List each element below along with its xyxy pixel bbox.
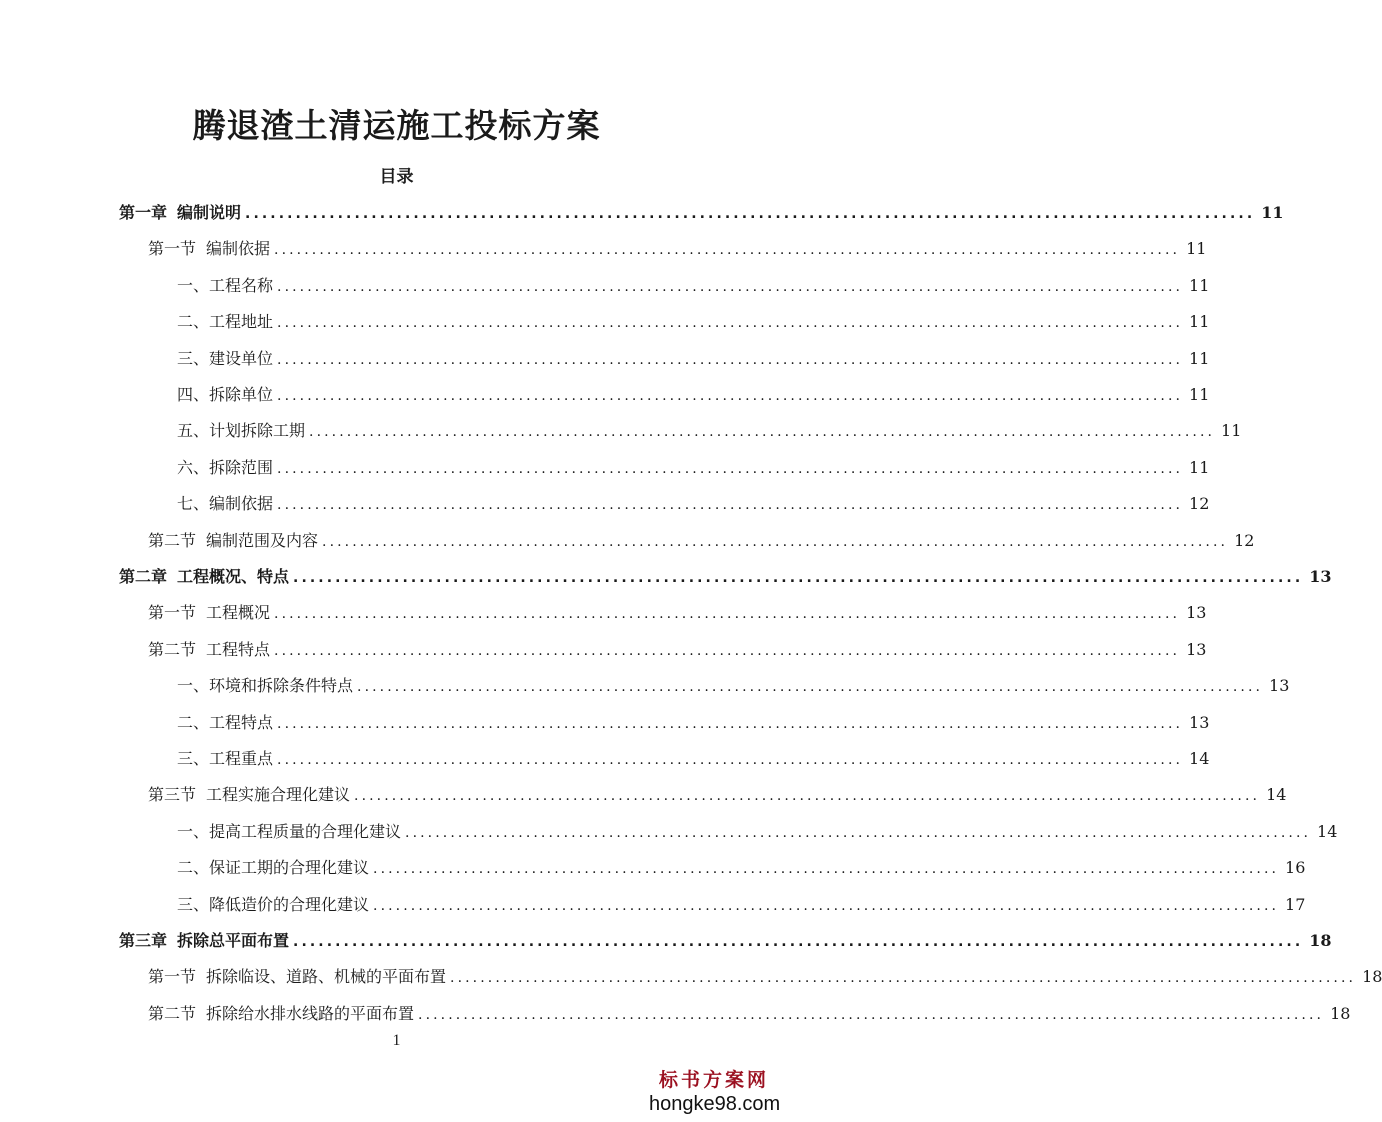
toc-heading: 目录 <box>379 167 414 187</box>
toc-entry-text: 六、拆除范围 <box>177 458 274 477</box>
toc-entry-page: 13 <box>1186 640 1207 659</box>
toc-entry-page: 11 <box>1221 421 1242 440</box>
toc-entry-page: 11 <box>1189 349 1210 368</box>
toc-entry-text: 编制依据 <box>206 239 271 258</box>
toc-entry-text: 工程特点 <box>206 640 271 659</box>
toc-dot-leader: ........................................................................................................................ <box>450 970 1357 986</box>
toc-entry-label <box>177 893 369 917</box>
toc-entry[interactable] <box>177 820 1338 844</box>
toc-entry[interactable] <box>119 565 1332 589</box>
toc-entry-text: 工程实施合理化建议 <box>206 785 351 804</box>
toc-dot-leader: ........................................................................................................................ <box>357 679 1264 695</box>
toc-entry-page: 11 <box>1189 385 1210 404</box>
toc-entry-label <box>177 347 273 371</box>
toc-entry-text: 拆除临设、道路、机械的平面布置 <box>206 967 447 986</box>
watermark <box>649 1068 779 1116</box>
toc-entry-label <box>119 201 241 225</box>
toc-entry-label <box>177 274 273 298</box>
toc-dot-leader: ........................................................................................................................ <box>293 570 1304 586</box>
toc-entry[interactable] <box>177 383 1210 407</box>
toc-entry-page: 11 <box>1186 239 1207 258</box>
toc-entry-label <box>148 783 350 807</box>
toc-dot-leader: ........................................................................................................................ <box>293 934 1304 950</box>
toc-entry-label <box>148 237 270 261</box>
toc-entry-text: 一、环境和拆除条件特点 <box>177 676 354 695</box>
toc-entry-text: 工程概况、特点 <box>177 567 290 586</box>
toc-entry[interactable] <box>177 711 1210 735</box>
toc-entry-page: 13 <box>1309 567 1332 586</box>
toc-entry-number: 第一节 <box>148 239 197 258</box>
toc-entry-label <box>148 1002 414 1026</box>
toc-entry-text: 五、计划拆除工期 <box>177 421 306 440</box>
toc-entry-label <box>177 310 273 334</box>
toc-entry-label <box>177 674 353 698</box>
toc-entry-page: 16 <box>1285 858 1306 877</box>
toc-entry-text: 三、工程重点 <box>177 749 274 768</box>
toc-dot-leader: ........................................................................................................................ <box>405 825 1312 841</box>
toc-entry-label <box>177 383 273 407</box>
toc-entry-page: 14 <box>1189 749 1210 768</box>
toc-entry-label <box>177 419 305 443</box>
watermark-brand-cn: 标书方案网 <box>658 1069 769 1091</box>
toc-entry-text: 拆除总平面布置 <box>177 931 290 950</box>
toc-entry[interactable] <box>148 783 1287 807</box>
toc-dot-leader: ........................................................................................................................ <box>274 606 1181 622</box>
toc-entry-label <box>119 929 289 953</box>
toc-entry-number: 第二节 <box>148 1004 197 1023</box>
watermark-domain: hongke98.com <box>649 1093 781 1115</box>
toc-entry-label <box>177 856 369 880</box>
toc-dot-leader: ........................................................................................................................ <box>245 206 1256 222</box>
toc-entry-number: 第二节 <box>148 531 197 550</box>
toc-entry-label <box>148 965 446 989</box>
toc-entry-label <box>177 747 273 771</box>
toc-entry-label <box>177 456 273 480</box>
toc-entry[interactable] <box>177 674 1290 698</box>
toc-entry-text: 二、工程地址 <box>177 312 274 331</box>
toc-entry[interactable] <box>177 274 1210 298</box>
toc-dot-leader: ........................................................................................................................ <box>277 352 1184 368</box>
toc-dot-leader: ........................................................................................................................ <box>277 315 1184 331</box>
toc-entry[interactable] <box>177 456 1210 480</box>
toc-dot-leader: ........................................................................................................................ <box>418 1007 1325 1023</box>
toc-entry-page: 13 <box>1186 603 1207 622</box>
toc-dot-leader: ........................................................................................................................ <box>277 752 1184 768</box>
toc-entry-label <box>148 601 270 625</box>
toc-entry[interactable] <box>148 638 1207 662</box>
toc-entry-page: 17 <box>1285 895 1306 914</box>
toc-dot-leader: ........................................................................................................................ <box>277 279 1184 295</box>
toc-entry[interactable] <box>148 237 1207 261</box>
toc-entry-page: 13 <box>1269 676 1290 695</box>
toc-entry[interactable] <box>148 529 1255 553</box>
toc-entry-page: 11 <box>1261 203 1284 222</box>
toc-entry[interactable] <box>119 201 1284 225</box>
toc-entry-number: 第一节 <box>148 603 197 622</box>
toc-dot-leader: ........................................................................................................................ <box>322 534 1229 550</box>
toc-dot-leader: ........................................................................................................................ <box>373 861 1280 877</box>
toc-entry-page: 12 <box>1234 531 1255 550</box>
toc-entry-text: 一、工程名称 <box>177 276 274 295</box>
toc-entry[interactable] <box>177 856 1306 880</box>
toc-entry-label <box>177 492 273 516</box>
toc-entry-text: 编制说明 <box>177 203 242 222</box>
toc-entry-text: 三、降低造价的合理化建议 <box>177 895 370 914</box>
toc-entry-label <box>148 529 318 553</box>
toc-entry[interactable] <box>177 419 1242 443</box>
toc-entry[interactable] <box>148 601 1207 625</box>
toc-entry-page: 11 <box>1189 312 1210 331</box>
toc-entry-page: 18 <box>1362 967 1382 986</box>
page-number: 1 <box>392 1032 401 1049</box>
toc-entry-page: 13 <box>1189 713 1210 732</box>
toc-entry[interactable] <box>177 310 1210 334</box>
toc-dot-leader: ........................................................................................................................ <box>277 716 1184 732</box>
toc-entry-page: 11 <box>1189 458 1210 477</box>
toc-entry-label <box>177 711 273 735</box>
toc-entry-number: 第二章 <box>119 567 168 586</box>
toc-entry-label <box>177 820 401 844</box>
toc-entry[interactable] <box>177 347 1210 371</box>
toc-dot-leader: ........................................................................................................................ <box>277 388 1184 404</box>
toc-entry-text: 二、保证工期的合理化建议 <box>177 858 370 877</box>
document-title: 腾退渣土清运施工投标方案 <box>192 106 601 145</box>
toc-entry[interactable] <box>148 1002 1351 1026</box>
toc-dot-leader: ........................................................................................................................ <box>274 643 1181 659</box>
toc-entry-number: 第三章 <box>119 931 168 950</box>
toc-entry-page: 14 <box>1317 822 1338 841</box>
toc-entry-label <box>119 565 289 589</box>
toc-entry-text: 三、建设单位 <box>177 349 274 368</box>
toc-dot-leader: ........................................................................................................................ <box>277 497 1184 513</box>
toc-entry-number: 第一章 <box>119 203 168 222</box>
toc-entry-label <box>148 638 270 662</box>
toc-entry[interactable] <box>177 893 1306 917</box>
toc-entry-text: 工程概况 <box>206 603 271 622</box>
toc-entry-text: 二、工程特点 <box>177 713 274 732</box>
toc-entry-text: 四、拆除单位 <box>177 385 274 404</box>
toc-entry[interactable] <box>148 965 1382 989</box>
toc-entry-number: 第三节 <box>148 785 197 804</box>
toc-entry[interactable] <box>177 492 1210 516</box>
toc-entry-text: 拆除给水排水线路的平面布置 <box>206 1004 415 1023</box>
toc-dot-leader: ........................................................................................................................ <box>309 424 1216 440</box>
toc-dot-leader: ........................................................................................................................ <box>277 461 1184 477</box>
toc-entry-text: 一、提高工程质量的合理化建议 <box>177 822 402 841</box>
toc-entry-page: 12 <box>1189 494 1210 513</box>
toc-entry-page: 18 <box>1330 1004 1351 1023</box>
toc-dot-leader: ........................................................................................................................ <box>354 788 1261 804</box>
toc-entry-page: 18 <box>1309 931 1332 950</box>
toc-entry-number: 第二节 <box>148 640 197 659</box>
toc-entry-number: 第一节 <box>148 967 197 986</box>
toc-dot-leader: ........................................................................................................................ <box>373 898 1280 914</box>
toc-entry-page: 14 <box>1266 785 1287 804</box>
toc-entry-text: 编制范围及内容 <box>206 531 319 550</box>
toc-entry-text: 七、编制依据 <box>177 494 274 513</box>
toc-entry-page: 11 <box>1189 276 1210 295</box>
toc-entry[interactable] <box>177 747 1210 771</box>
toc-dot-leader: ........................................................................................................................ <box>274 242 1181 258</box>
toc-entry[interactable] <box>119 929 1332 953</box>
